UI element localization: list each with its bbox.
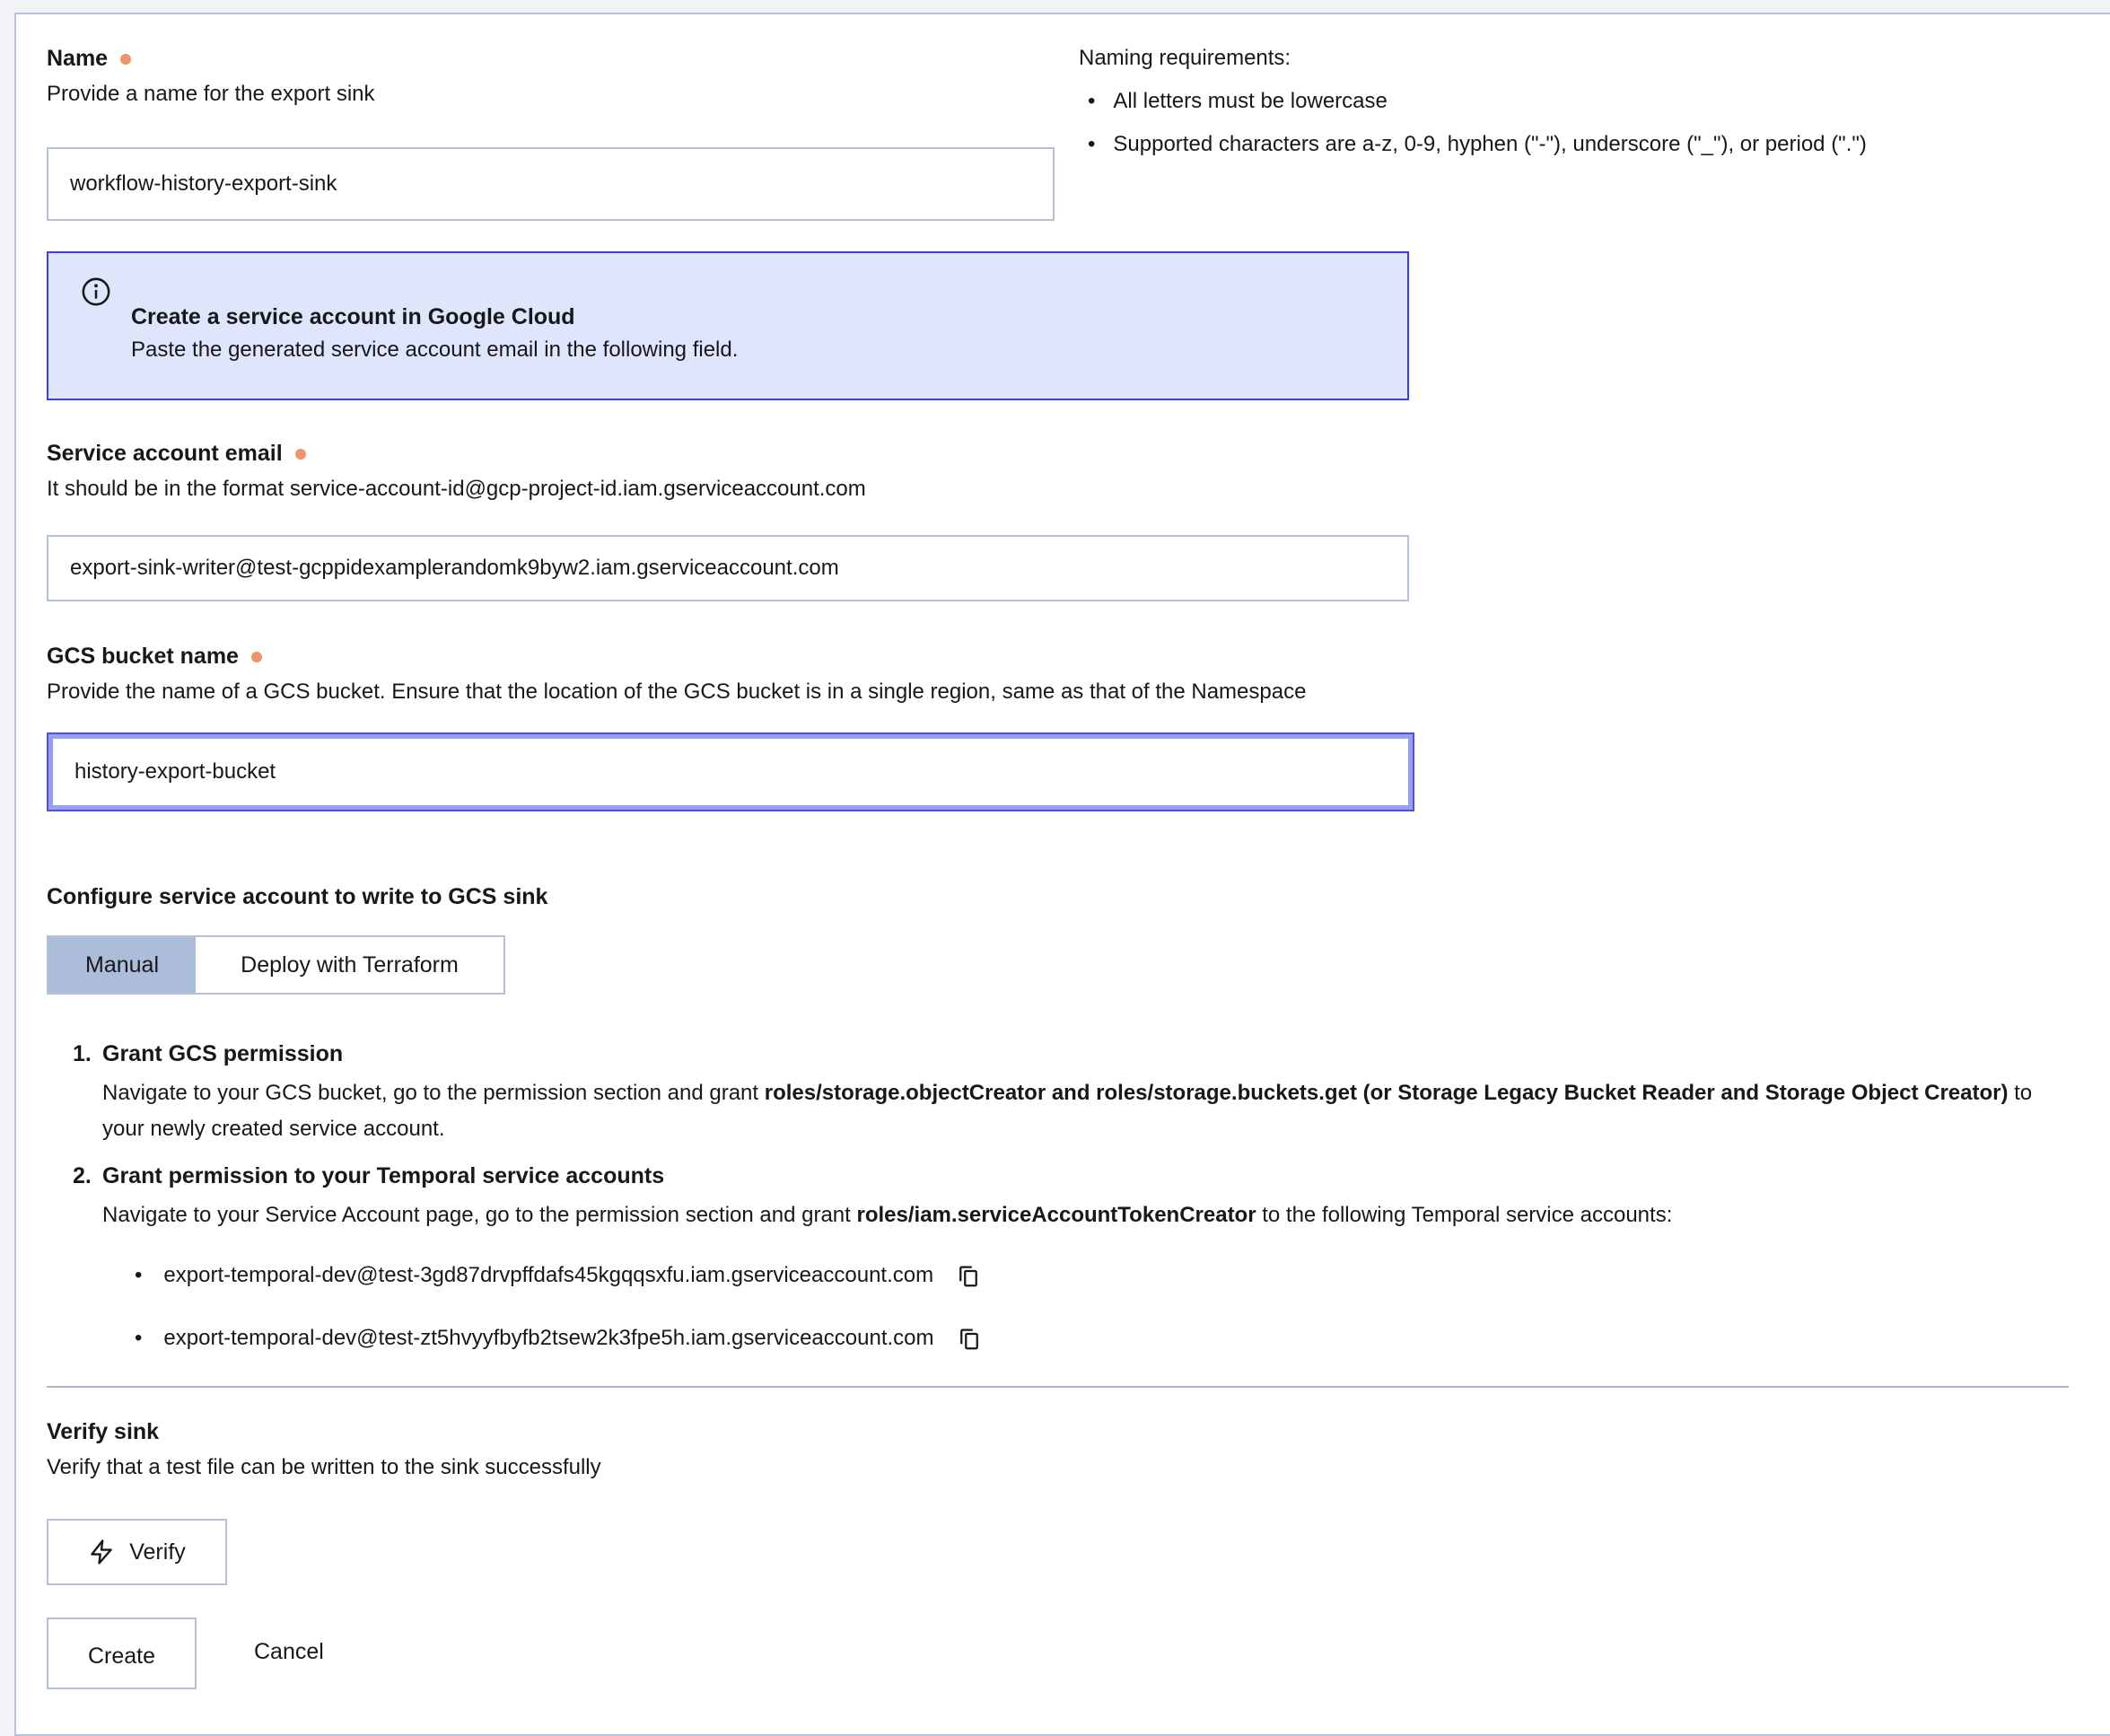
create-export-sink-form bbox=[14, 13, 2110, 1736]
step-1-body-pre: Navigate to your GCS bucket, go to the permission section and grant bbox=[102, 1081, 765, 1105]
section-divider bbox=[47, 1386, 2069, 1388]
info-banner-description: Paste the generated service account email in the following field. bbox=[131, 338, 739, 362]
service-account-label: Service account email bbox=[47, 441, 283, 466]
naming-requirements bbox=[1079, 45, 2102, 158]
service-account-item bbox=[135, 1260, 2110, 1291]
verify-title: Verify sink bbox=[47, 1419, 160, 1444]
service-account-item bbox=[135, 1323, 2110, 1354]
naming-requirement-text: All letters must be lowercase bbox=[1113, 89, 1388, 113]
service-account-field-group bbox=[47, 440, 2110, 601]
service-account-description: It should be in the format service-account-id@gcp-project-id.iam.gserviceaccount.com bbox=[47, 477, 866, 501]
step-number: 2. bbox=[73, 1163, 92, 1188]
form-actions bbox=[47, 1618, 2110, 1689]
service-account-email-input[interactable] bbox=[47, 535, 1409, 601]
required-dot bbox=[120, 54, 131, 65]
step-number: 1. bbox=[73, 1041, 92, 1066]
step-1-title: Grant GCS permission bbox=[102, 1041, 344, 1066]
step-2-title-row bbox=[47, 1162, 2110, 1190]
verify-button[interactable] bbox=[47, 1519, 227, 1585]
naming-requirement-item bbox=[1079, 131, 2102, 158]
step-2-body-pre: Navigate to your Service Account page, go to the permission section and grant bbox=[102, 1203, 857, 1227]
bucket-name-input[interactable] bbox=[53, 739, 1408, 805]
copy-icon[interactable] bbox=[955, 1260, 985, 1291]
bucket-description: Provide the name of a GCS bucket. Ensure that the location of the GCS bucket is in a single region, same as that of the Namespace bbox=[47, 679, 1307, 704]
bullet-icon: • bbox=[1088, 89, 1096, 113]
step-2-body-role: roles/iam.serviceAccountTokenCreator bbox=[856, 1203, 1256, 1227]
info-banner-title: Create a service account in Google Cloud bbox=[131, 304, 575, 329]
name-label: Name bbox=[47, 46, 109, 71]
info-icon bbox=[81, 276, 111, 307]
bucket-field-group bbox=[47, 643, 2110, 811]
step-2-title: Grant permission to your Temporal service accounts bbox=[102, 1163, 665, 1188]
temporal-service-account-list bbox=[135, 1260, 2110, 1354]
verify-description: Verify that a test file can be written to the sink successfully bbox=[47, 1455, 601, 1479]
naming-requirements-title: Naming requirements: bbox=[1079, 46, 1291, 70]
temporal-service-account-email: export-temporal-dev@test-3gd87drvpffdafs45kgqqsxfu.iam.gserviceaccount.com bbox=[163, 1263, 934, 1287]
configure-tab-group bbox=[47, 935, 505, 995]
verify-button-label: Verify bbox=[129, 1539, 186, 1565]
name-input[interactable] bbox=[47, 147, 1055, 221]
name-description: Provide a name for the export sink bbox=[47, 82, 375, 106]
step-1-body-post: to your newly created service account. bbox=[102, 1081, 2033, 1141]
verify-section bbox=[47, 1418, 2110, 1585]
create-button[interactable]: Create bbox=[47, 1618, 197, 1689]
step-1-body-roles: roles/storage.objectCreator and roles/storage.buckets.get (or Storage Legacy Bucket Reader and Storage Object Creator) bbox=[764, 1081, 2009, 1105]
bucket-input-focus-ring bbox=[47, 732, 1414, 811]
info-banner-text bbox=[131, 284, 738, 368]
tab-manual[interactable]: Manual bbox=[48, 937, 196, 993]
step-1-body bbox=[102, 1075, 2068, 1147]
bullet-icon: • bbox=[135, 1326, 143, 1350]
step-1-title-row bbox=[47, 1039, 2110, 1068]
step-2-body bbox=[102, 1197, 2068, 1233]
info-banner bbox=[47, 251, 1409, 400]
cancel-button[interactable]: Cancel bbox=[254, 1618, 324, 1665]
step-2-body-post: to the following Temporal service accounts: bbox=[1256, 1203, 1673, 1227]
required-dot bbox=[251, 652, 262, 662]
naming-requirement-text: Supported characters are a-z, 0-9, hyphen ("-"), underscore ("_"), or period (".") bbox=[1113, 132, 1867, 156]
tab-deploy-with-terraform[interactable]: Deploy with Terraform bbox=[196, 937, 503, 993]
bullet-icon: • bbox=[135, 1263, 143, 1287]
copy-icon[interactable] bbox=[956, 1323, 986, 1354]
naming-requirement-item bbox=[1079, 88, 2102, 115]
name-section bbox=[47, 45, 2110, 221]
manual-instructions bbox=[47, 1039, 2110, 1354]
bucket-label: GCS bucket name bbox=[47, 644, 239, 669]
naming-requirements-list bbox=[1079, 88, 2102, 158]
lightning-icon bbox=[88, 1539, 115, 1565]
bullet-icon: • bbox=[1088, 132, 1096, 156]
required-dot bbox=[295, 449, 306, 460]
configure-section-title: Configure service account to write to GCS sink bbox=[47, 884, 548, 909]
temporal-service-account-email: export-temporal-dev@test-zt5hvyyfbyfb2tsew2k3fpe5h.iam.gserviceaccount.com bbox=[163, 1326, 934, 1350]
